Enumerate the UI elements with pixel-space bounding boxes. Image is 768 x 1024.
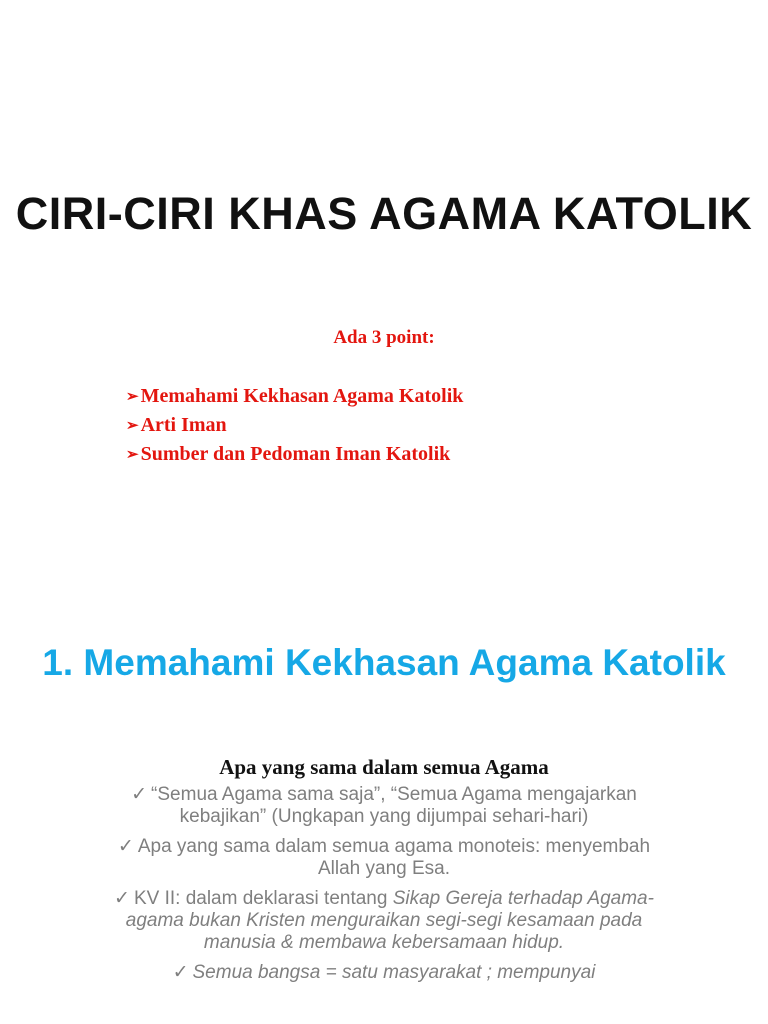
point-list xyxy=(126,382,463,469)
checkmark-icon: ✓ xyxy=(114,888,130,909)
check-item xyxy=(110,888,658,954)
slide-title: CIRI-CIRI KHAS AGAMA KATOLIK xyxy=(15,188,753,239)
check-item xyxy=(110,784,658,828)
arrow-bullet-icon: ➢ xyxy=(126,447,139,463)
point-label: Arti Iman xyxy=(140,414,227,436)
section-heading: Apa yang sama dalam semua Agama xyxy=(219,755,549,779)
arrow-bullet-icon: ➢ xyxy=(126,418,139,434)
check-text: Apa yang sama dalam semua agama monoteis: menyembah Allah yang Esa. xyxy=(137,836,651,879)
arrow-bullet-icon: ➢ xyxy=(126,389,139,405)
check-text-italic: Sikap Gereja terhadap Agama-agama bukan Kristen menguraikan segi-segi kesamaan pada manusia & membawa kebersamaan hidup. xyxy=(125,888,654,953)
point-item xyxy=(126,440,463,469)
point-label: Sumber dan Pedoman Iman Katolik xyxy=(140,443,451,465)
checkmark-icon: ✓ xyxy=(117,836,134,857)
checkmark-icon: ✓ xyxy=(172,962,189,983)
check-text: KV II: dalam deklarasi tentang xyxy=(133,888,393,909)
check-text: “Semua Agama sama saja”, “Semua Agama mengajarkan kebajikan” (Ungkapan yang dijumpai sehari-hari) xyxy=(151,784,637,827)
check-item xyxy=(110,962,658,984)
slide-subtitle: Ada 3 point: xyxy=(333,327,435,348)
section-title: 1. Memahami Kekhasan Agama Katolik xyxy=(42,642,726,683)
point-item xyxy=(126,411,463,440)
check-list xyxy=(110,784,658,992)
point-label: Memahami Kekhasan Agama Katolik xyxy=(140,385,464,407)
check-text-italic: Semua bangsa = satu masyarakat ; mempunyai xyxy=(192,962,596,983)
checkmark-icon: ✓ xyxy=(131,784,148,805)
point-item xyxy=(126,382,463,411)
check-item xyxy=(110,836,658,880)
slide-2 xyxy=(0,600,768,1024)
